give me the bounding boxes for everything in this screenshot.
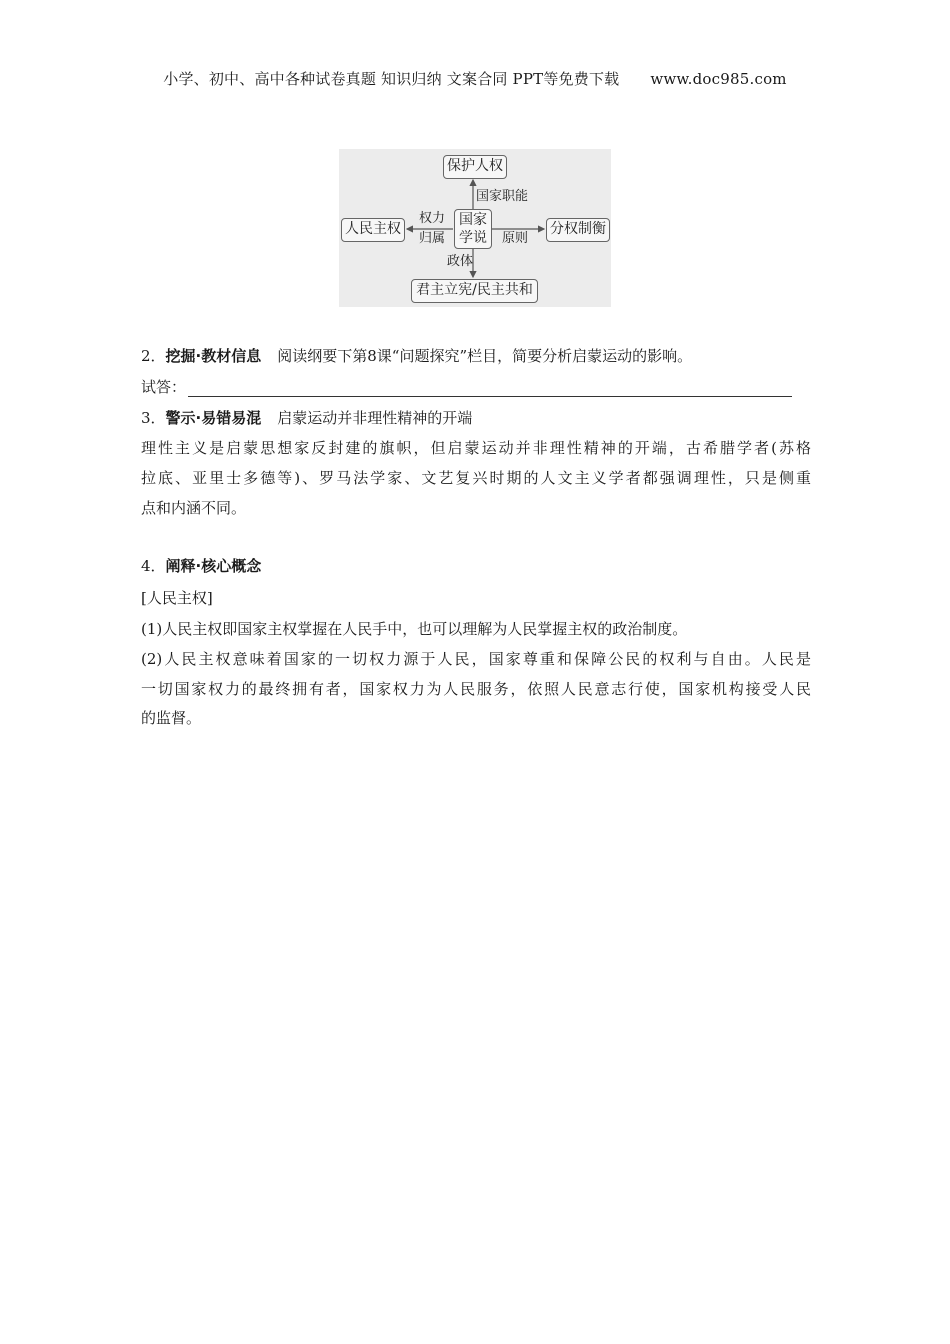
center-line2: 学说 xyxy=(459,230,487,246)
s2-title: 挖掘·教材信息 xyxy=(165,347,262,365)
section-3-heading xyxy=(141,408,472,428)
bottom-box: 君主立宪/民主共和 xyxy=(411,279,538,303)
right-box: 分权制衡 xyxy=(546,218,610,242)
label-left2: 归属 xyxy=(419,231,446,246)
s3-num: 3． xyxy=(141,409,166,427)
page-header xyxy=(0,68,950,89)
left-box: 人民主权 xyxy=(341,218,405,242)
s3-para-line2: 拉底、亚里士多德等)、罗马法学家、文艺复兴时期的人文主义学者都强调理性，只是侧重 xyxy=(141,469,811,487)
top-box: 保护人权 xyxy=(443,155,507,179)
s3-para-line1: 理性主义是启蒙思想家反封建的旗帜，但启蒙运动并非理性精神的开端，古希腊学者(苏格 xyxy=(141,439,811,457)
header-text: 小学、初中、高中各种试卷真题 知识归纳 文案合同 PPT等免费下载 xyxy=(163,70,620,88)
section-2-heading xyxy=(141,346,692,366)
s4-para2-line3: 的监督。 xyxy=(141,709,202,727)
answer-blank[interactable] xyxy=(188,381,792,397)
answer-line xyxy=(141,377,792,397)
answer-label: 试答： xyxy=(141,378,187,396)
s4-para2-line2: 一切国家权力的最终拥有者，国家权力为人民服务，依照人民意志行使，国家机构接受人民 xyxy=(141,680,811,698)
s3-para-line3: 点和内涵不同。 xyxy=(141,499,247,517)
s4-title: 阐释·核心概念 xyxy=(165,557,262,575)
label-top: 国家职能 xyxy=(476,189,529,204)
s4-term: [人民主权] xyxy=(141,589,213,607)
s3-text: 启蒙运动并非理性精神的开端 xyxy=(277,409,473,427)
center-line1: 国家 xyxy=(459,212,487,228)
s4-para1: (1)人民主权即国家主权掌握在人民手中，也可以理解为人民掌握主权的政治制度。 xyxy=(141,620,688,638)
s2-num: 2． xyxy=(141,347,166,365)
s4-num: 4． xyxy=(141,557,166,575)
center-box xyxy=(454,209,492,249)
label-right: 原则 xyxy=(502,231,529,246)
s2-text: 阅读纲要下第8课“问题探究”栏目，简要分析启蒙运动的影响。 xyxy=(277,347,693,365)
section-4-heading xyxy=(141,556,261,576)
label-left1: 权力 xyxy=(419,211,446,226)
label-bottom: 政体 xyxy=(447,254,474,269)
s4-para2-line1: (2)人民主权意味着国家的一切权力源于人民，国家尊重和保障公民的权利与自由。人民是 xyxy=(141,650,811,668)
concept-diagram xyxy=(339,149,611,307)
header-site: www.doc985.com xyxy=(650,70,787,88)
s3-title: 警示·易错易混 xyxy=(165,409,262,427)
